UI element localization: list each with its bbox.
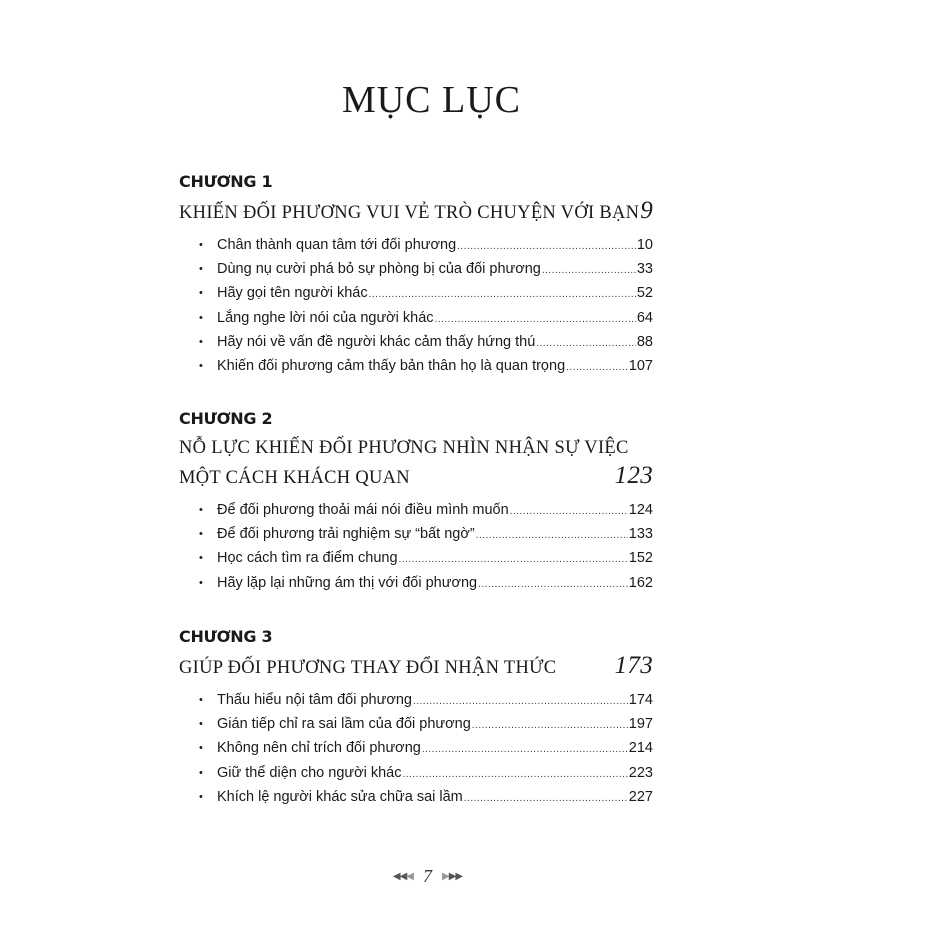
entry-page-number: 10 (636, 237, 653, 253)
toc-entry[interactable] (179, 498, 653, 522)
bullet-icon: • (199, 359, 203, 372)
entry-title: Chân thành quan tâm tới đối phương (217, 237, 457, 253)
dot-leader (464, 787, 628, 811)
dot-leader (369, 283, 636, 307)
toc-entry[interactable] (179, 354, 653, 378)
chapter-label: CHƯƠNG 1 (179, 172, 273, 191)
entry-title: Thấu hiểu nội tâm đối phương (217, 692, 412, 708)
bullet-icon: • (199, 694, 203, 706)
chapter-entries (179, 233, 653, 378)
bullet-icon: • (199, 528, 203, 541)
entry-title: Giữ thể diện cho người khác (217, 764, 402, 781)
chapter-title-row (179, 462, 653, 492)
chapter-page-number: 123 (614, 462, 653, 489)
entry-title: Khích lệ người khác sửa chữa sai lầm (217, 788, 463, 805)
toc-entry[interactable] (179, 736, 653, 760)
entry-page-number: 88 (636, 333, 653, 350)
bullet-icon: • (199, 335, 203, 348)
bullet-icon: • (199, 766, 203, 779)
entry-page-number: 223 (628, 764, 653, 781)
dot-leader (478, 573, 628, 597)
dot-leader (403, 763, 628, 787)
dot-leader (542, 259, 636, 283)
entry-page-number: 33 (636, 261, 653, 278)
entry-title: Hãy nói về vấn đề người khác cảm thấy hứng thú (217, 333, 536, 350)
chapter-entries (179, 498, 653, 595)
entry-page-number: 133 (628, 526, 653, 543)
entry-title: Học cách tìm ra điểm chung (217, 550, 398, 567)
chapter-page-number: 173 (614, 652, 653, 679)
toc-entry[interactable] (179, 688, 653, 712)
dot-leader (399, 548, 628, 572)
bullet-icon: • (199, 239, 203, 251)
dot-leader (472, 714, 628, 738)
entry-title: Không nên chỉ trích đối phương (217, 740, 421, 757)
entry-page-number: 107 (628, 357, 653, 374)
entry-page-number: 124 (628, 502, 653, 518)
toc-entry[interactable] (179, 281, 653, 305)
entry-page-number: 214 (628, 740, 653, 757)
triple-left-arrow-icon: ◀◀◀ (392, 871, 413, 882)
chapter-title: KHIẾN ĐỐI PHƯƠNG VUI VẺ TRÒ CHUYỆN VỚI BẠN (179, 203, 640, 223)
dot-leader (413, 690, 628, 714)
chapter-title-row (179, 652, 653, 682)
entry-page-number: 64 (636, 309, 653, 326)
toc-entry[interactable] (179, 761, 653, 785)
page-number: 7 (423, 866, 432, 886)
entry-page-number: 227 (628, 788, 653, 805)
entry-page-number: 174 (628, 692, 653, 708)
toc-entry[interactable] (179, 712, 653, 736)
entry-page-number: 162 (628, 574, 653, 591)
bullet-icon: • (199, 552, 203, 565)
bullet-icon: • (199, 311, 203, 324)
toc-entry[interactable] (179, 571, 653, 595)
chapter-page-number: 9 (640, 197, 653, 224)
dot-leader (422, 738, 628, 762)
bullet-icon: • (199, 718, 203, 731)
entry-title: Để đối phương trải nghiệm sự “bất ngờ” (217, 526, 475, 543)
chapter-title-row (179, 197, 653, 227)
chapter-title-continued: MỘT CÁCH KHÁCH QUAN (179, 468, 410, 488)
chapter-3 (179, 626, 653, 809)
toc-entry[interactable] (179, 785, 653, 809)
toc-entry[interactable] (179, 546, 653, 570)
entry-title: Khiến đối phương cảm thấy bản thân họ là quan trọng (217, 357, 566, 374)
bullet-icon: • (199, 504, 203, 516)
toc-entry[interactable] (179, 522, 653, 546)
chapter-title: GIÚP ĐỐI PHƯƠNG THAY ĐỔI NHẬN THỨC (179, 658, 557, 678)
chapter-title: NỖ LỰC KHIẾN ĐỐI PHƯƠNG NHÌN NHẬN SỰ VIỆC (179, 438, 629, 458)
chapter-2 (179, 408, 653, 595)
bullet-icon: • (199, 263, 203, 276)
entry-page-number: 152 (628, 550, 653, 567)
entry-title: Để đối phương thoải mái nói điều mình muốn (217, 502, 509, 518)
dot-leader (476, 524, 628, 548)
entry-page-number: 197 (628, 716, 653, 733)
entry-title: Gián tiếp chỉ ra sai lầm của đối phương (217, 716, 471, 733)
bullet-icon: • (199, 287, 203, 300)
page-title: MỤC LỤC (341, 79, 522, 121)
toc-entry[interactable] (179, 257, 653, 281)
dot-leader (566, 356, 628, 380)
entry-title: Dùng nụ cười phá bỏ sự phòng bị của đối phương (217, 261, 541, 278)
toc-entry[interactable] (179, 233, 653, 257)
dot-leader (510, 500, 628, 524)
bullet-icon: • (199, 576, 203, 589)
bullet-icon: • (199, 790, 203, 803)
entry-title: Hãy gọi tên người khác (217, 285, 368, 302)
dot-leader (435, 308, 636, 332)
chapter-label: CHƯƠNG 2 (179, 409, 273, 428)
bullet-icon: • (199, 742, 203, 755)
chapter-1 (179, 171, 653, 378)
dot-leader (536, 332, 636, 356)
chapter-entries (179, 688, 653, 809)
entry-title: Hãy lặp lại những ám thị với đối phương (217, 574, 478, 591)
dot-leader (457, 235, 636, 259)
entry-title: Lắng nghe lời nói của người khác (217, 309, 434, 326)
entry-page-number: 52 (636, 285, 653, 302)
toc-entry[interactable] (179, 306, 653, 330)
toc-entry[interactable] (179, 330, 653, 354)
triple-right-arrow-icon: ▶▶▶ (442, 871, 463, 882)
chapter-label: CHƯƠNG 3 (179, 627, 273, 646)
page-footer (0, 866, 855, 887)
